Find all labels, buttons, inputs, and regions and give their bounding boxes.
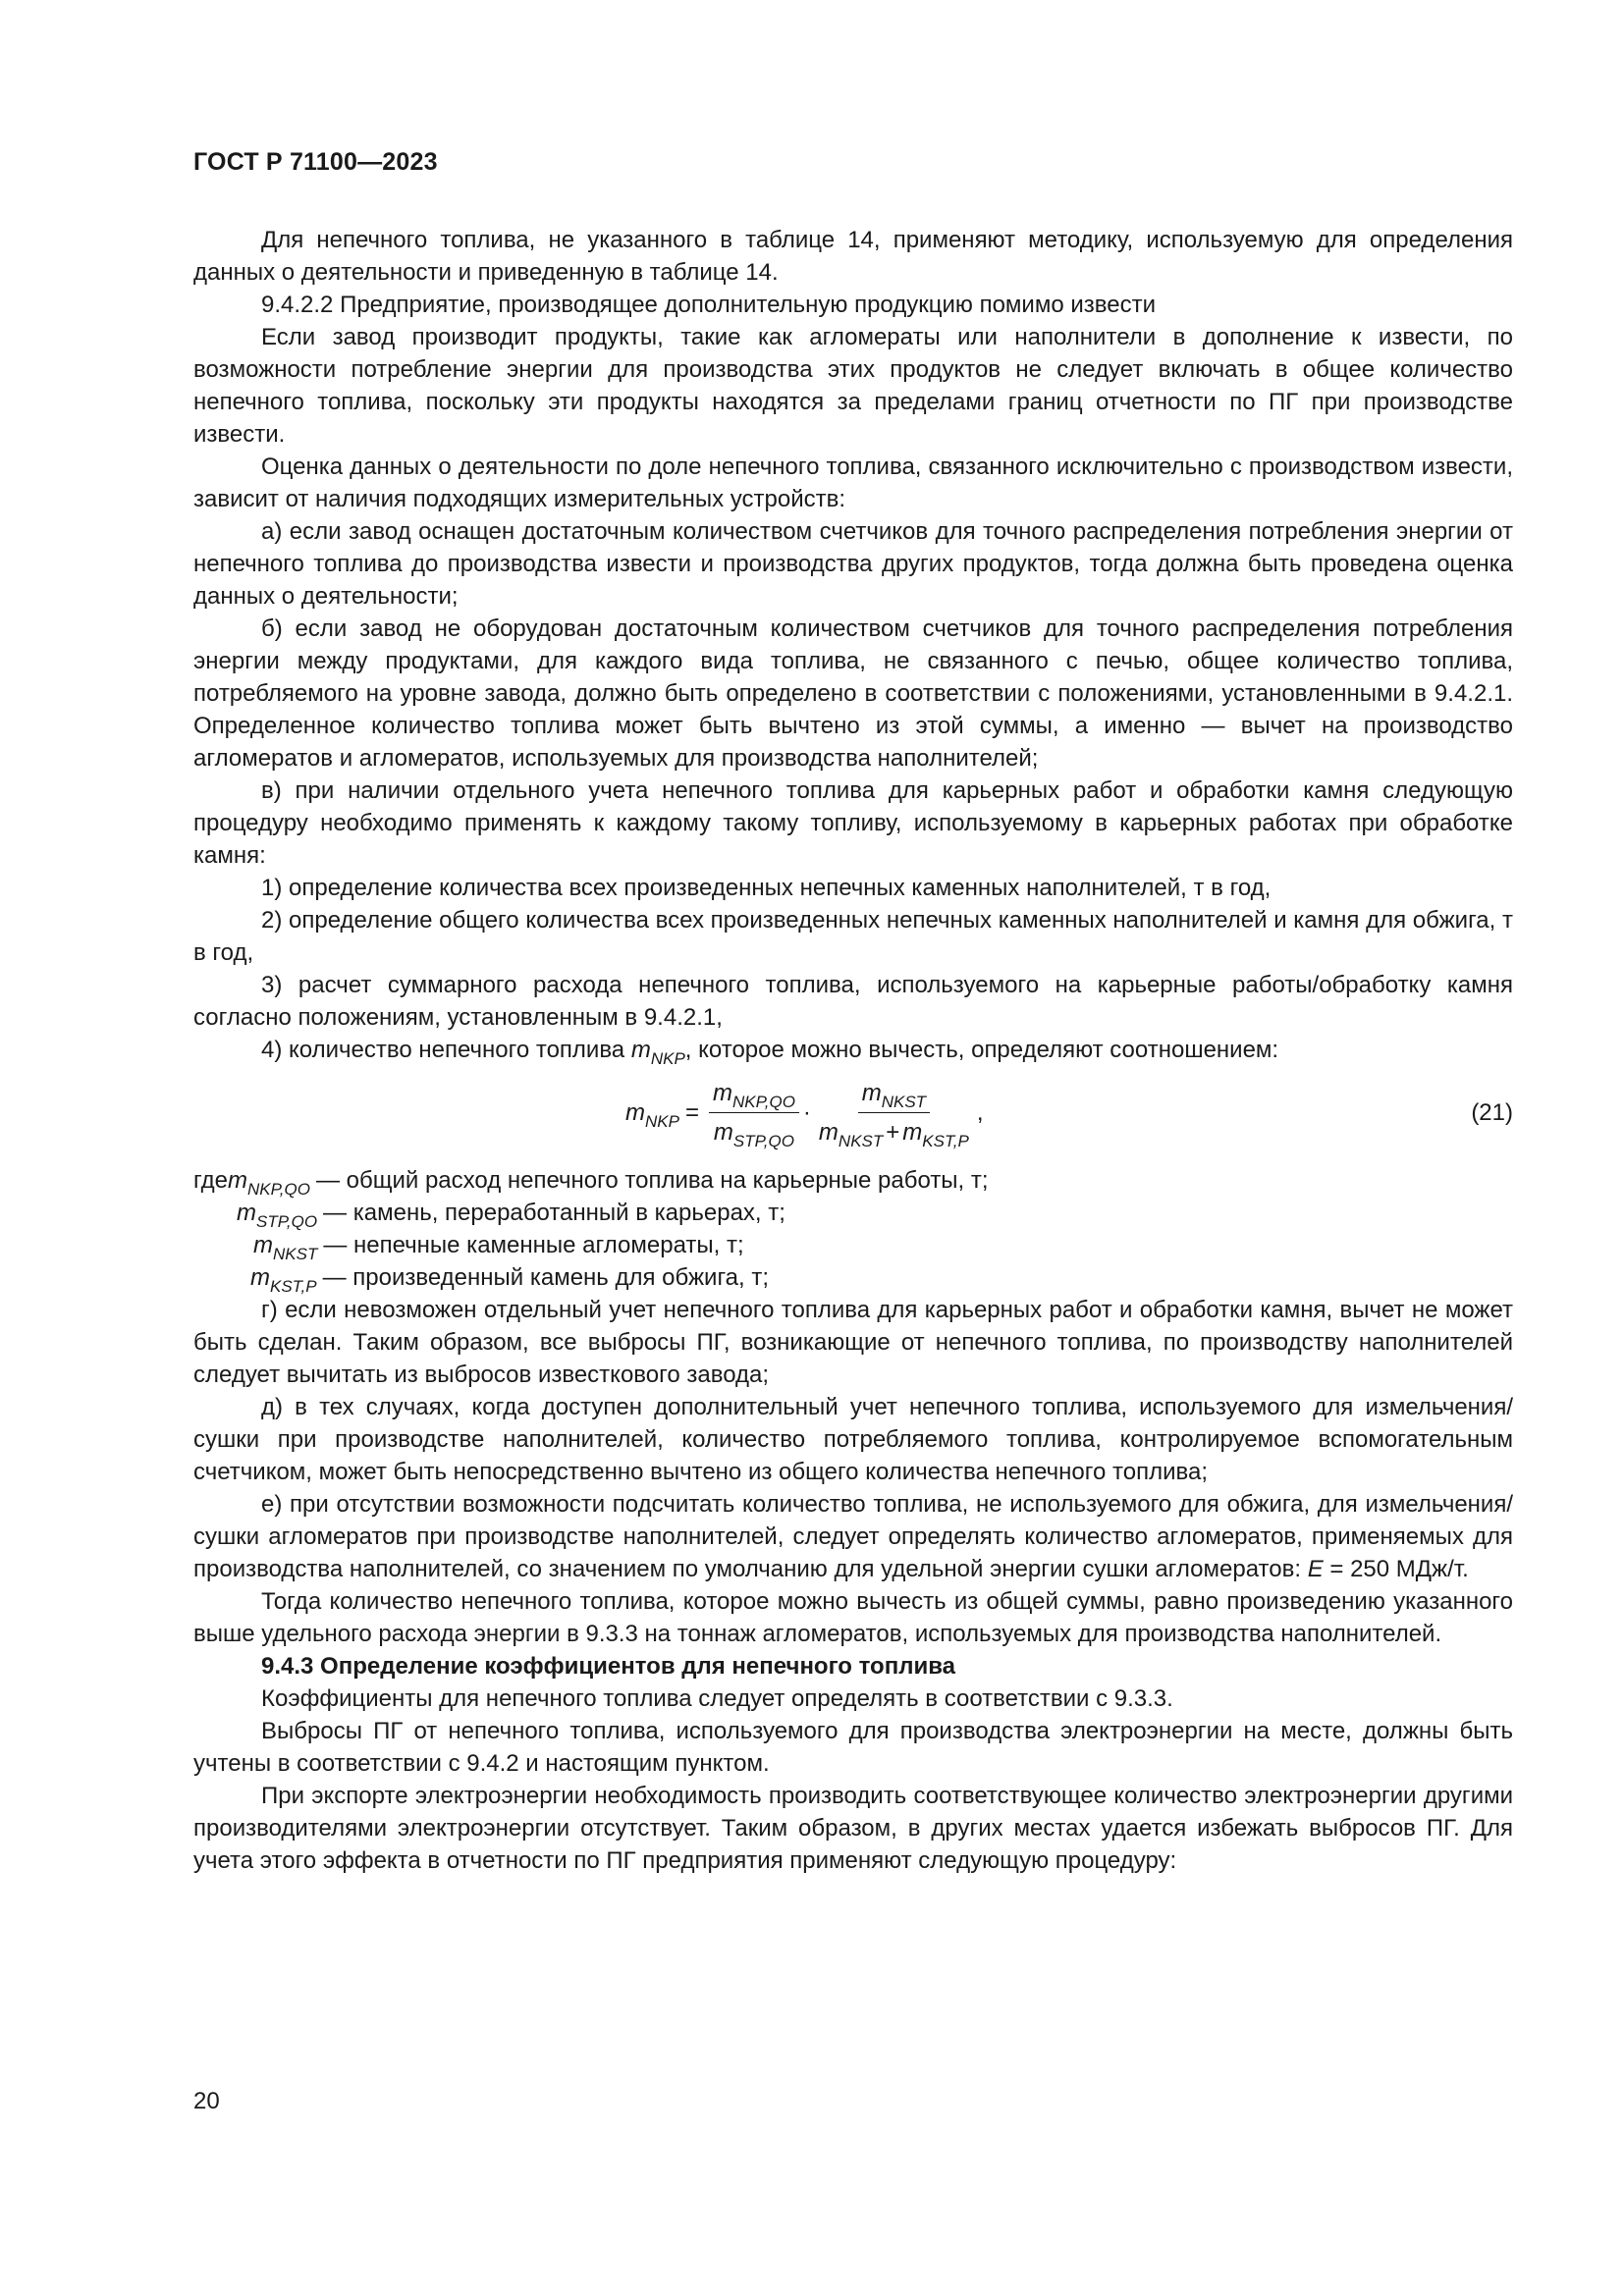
paragraph: а) если завод оснащен достаточным количеством счетчиков для точного распределения потребления энергии от непечного топлива до производства извести и производства других продуктов, тогда должна быть проведена оценка данных о деятельности; [193, 518, 1513, 610]
fraction-1: $\frac{m_{NKP,QO}}{m_{STP,QO}}$ [709, 1077, 799, 1148]
paragraph: д) в тех случаях, когда доступен дополнительный учет непечного топлива, используемого для измельчения/сушки при производстве наполнителей, количество потребляемого топлива, контролируемое вспомогательным счетчиком, может быть непосредственно вычтено из общего количества непечного топлива; [193, 1394, 1513, 1485]
paragraph-item-e: е) при отсутствии возможности подсчитать количество топлива, не используемого для обжига, для измельчения/сушки агломератов при производстве наполнителей, следует определять количество агломератов, применяемых для производства наполнителей, со значением по умолчанию для удельной энергии сушки агломератов: E = 250 МДж/т. [193, 1491, 1513, 1582]
document-header: ГОСТ Р 71100—2023 [193, 148, 438, 176]
definition-row: $m_{STP,QO}$ — камень, переработанный в карьерах, т; [237, 1200, 785, 1231]
paragraph: Для непечного топлива, не указанного в таблице 14, применяют методику, используемую для определения данных о деятельности и приведенную в таблице 14. [193, 227, 1513, 286]
paragraph: 2) определение общего количества всех произведенных непечных каменных наполнителей и камня для обжига, т в год, [193, 907, 1513, 966]
paragraph: 9.4.2.2 Предприятие, производящее дополнительную продукцию помимо извести [261, 292, 1156, 318]
paragraph: г) если невозможен отдельный учет непечного топлива для карьерных работ и обработки камня, вычет не может быть сделан. Таким образом, все выбросы ПГ, возникающие от непечного топлива, по производству наполнителей следует вычитать из выбросов известкового завода; [193, 1297, 1513, 1388]
definition-row: $m_{NKST}$ — непечные каменные агломераты, т; [253, 1232, 744, 1263]
definition-row: $m_{KST,P}$ — произведенный камень для обжига, т; [250, 1264, 770, 1296]
paragraph: б) если завод не оборудован достаточным количеством счетчиков для точного распределения потребления энергии между продуктами, для каждого вида топлива, не связанного с печью, общее количество топлива, потребляемого на уровне завода, должно быть определено в соответствии с положениями, установленными в 9.4.2.1. Определенное количество топлива может быть вычтено из этой суммы, а именно — вычет на производство агломератов и агломератов, используемых для производства наполнителей; [193, 615, 1513, 772]
paragraph: в) при наличии отдельного учета непечного топлива для карьерных работ и обработки камня следующую процедуру необходимо применять к каждому такому топливу, используемому в карьерных работах при обработке камня: [193, 777, 1513, 869]
math-symbol: $m_{NKP}$ [630, 1037, 685, 1068]
paragraph: При экспорте электроэнергии необходимость производить соответствующее количество электроэнергии другими производителями электроэнергии отсутствует. Таким образом, в других местах удается избежать выбросов ПГ. Для учета этого эффекта в отчетности по ПГ предприятия применяют следующую процедуру: [193, 1783, 1513, 1874]
section-heading: 9.4.3 Определение коэффициентов для непечного топлива [261, 1653, 955, 1680]
formula-number: (21) [1471, 1098, 1513, 1126]
paragraph-item-4: 4) количество непечного топлива $m_{NKP}$, которое можно вычесть, определяют соотношением: [261, 1037, 1279, 1068]
paragraph: 3) расчет суммарного расхода непечного топлива, используемого на карьерные работы/обработку камня согласно положениям, установленным в 9.4.2.1, [193, 972, 1513, 1031]
paragraph: Тогда количество непечного топлива, которое можно вычесть из общей суммы, равно произведению указанного выше удельного расхода энергии в 9.3.3 на тоннаж агломератов, используемых для производства наполнителей. [193, 1588, 1513, 1647]
formula-definitions [193, 1164, 1513, 1294]
page-number: 20 [193, 2088, 220, 2114]
formula-21 [193, 1070, 1513, 1154]
paragraph: 1) определение количества всех произведенных непечных каменных наполнителей, т в год, [261, 875, 1272, 901]
paragraph: Если завод производит продукты, такие как агломераты или наполнители в дополнение к извести, по возможности потребление энергии для производства этих продуктов не следует включать в общее количество непечного топлива, поскольку эти продукты находятся за пределами границ отчетности по ПГ при производстве извести. [193, 324, 1513, 448]
definition-row: где $m_{NKP,QO}$ — общий расход непечного топлива на карьерные работы, т; [193, 1167, 989, 1199]
paragraph: Выбросы ПГ от непечного топлива, используемого для производства электроэнергии на месте, должны быть учтены в соответствии с 9.4.2 и настоящим пунктом. [193, 1718, 1513, 1777]
page-body [193, 224, 1513, 1877]
paragraph: Коэффициенты для непечного топлива следует определять в соответствии с 9.3.3. [261, 1685, 1173, 1712]
fraction-2: $\frac{m_{NKST}}{m_{NKST} + m_{KST,P}}$ [815, 1077, 973, 1148]
formula-expression: $m_{NKP}$ = $\frac{m_{NKP,QO}}{m_{STP,QO}}$ · $\frac{m_{NKST}}{m_{NKST} + m_{KST,P}}$ , [625, 1070, 984, 1154]
paragraph: Оценка данных о деятельности по доле непечного топлива, связанного исключительно с производством извести, зависит от наличия подходящих измерительных устройств: [193, 454, 1513, 512]
